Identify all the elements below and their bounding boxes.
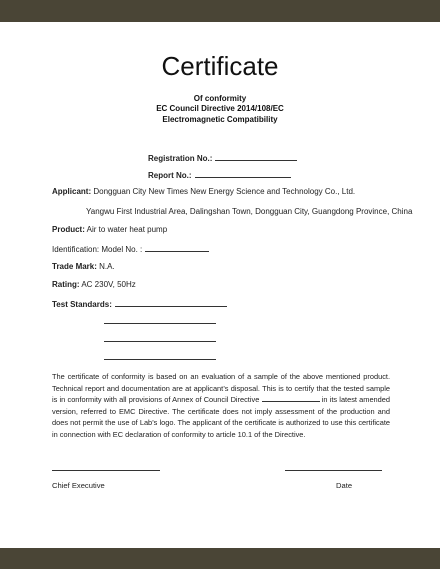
subtitle-line-3: Electromagnetic Compatibility [162, 115, 278, 124]
paragraph-part-2: in its latest amended version, referred to EMC Directive. The certificate does not imply assessment of the production and does not permit the use of Lab’s logo. The applicant of the certificate is authorized to use this certificate in connection with EC declaration of conformity to article 10.1 of the Directive. [52, 395, 390, 439]
trademark-row [52, 262, 115, 272]
chief-executive-label: Chief Executive [52, 481, 105, 490]
model-number-line[interactable] [145, 243, 209, 252]
trademark-label: Trade Mark: [52, 262, 97, 271]
subtitle-line-1: Of conformity [193, 94, 247, 103]
rating-value: AC 230V, 50Hz [81, 280, 136, 289]
test-standards-line-1[interactable] [115, 298, 227, 307]
registration-field-line[interactable] [215, 152, 297, 161]
registration-label: Registration No.: [148, 154, 213, 163]
directive-blank-line[interactable] [262, 394, 320, 402]
product-value: Air to water heat pump [86, 225, 168, 234]
test-standards-row [52, 298, 227, 310]
report-row [148, 169, 291, 181]
applicant-value: Dongguan City New Times New Energy Science and Technology Co., Ltd. [93, 187, 356, 196]
trademark-value: N.A. [99, 262, 115, 271]
product-row [52, 225, 167, 235]
registration-row [148, 152, 297, 164]
chief-executive-signature-line[interactable] [52, 470, 160, 471]
identification-text: Identification: Model No. : [52, 245, 143, 254]
date-label: Date [336, 481, 353, 490]
paragraph-part-1: The certificate of conformity is based on an evaluation of a sample of the above mentioned product. Technical report and documentation are at applicant’s disposal. This is to certify that the tested sample is in conformity with all provisions of Annex of Council Directive [52, 372, 390, 405]
identification-row [52, 243, 209, 255]
product-label: Product: [52, 225, 85, 234]
test-standards-line-4[interactable] [104, 359, 216, 360]
subtitle-line-2: EC Council Directive 2014/108/EC [156, 104, 284, 113]
bottom-band [0, 548, 440, 569]
report-label: Report No.: [148, 171, 192, 180]
top-band [0, 0, 440, 22]
rating-row [52, 280, 136, 290]
date-signature-line[interactable] [285, 470, 382, 471]
test-standards-line-2[interactable] [104, 323, 216, 324]
applicant-row [52, 187, 355, 197]
applicant-label: Applicant: [52, 187, 92, 196]
applicant-address: Yangwu First Industrial Area, Dalingshan Town, Dongguan City, Guangdong Province, China [86, 207, 413, 216]
certificate-title: Certificate [161, 51, 279, 81]
report-field-line[interactable] [195, 169, 291, 178]
test-standards-label: Test Standards: [52, 300, 112, 309]
test-standards-line-3[interactable] [104, 341, 216, 342]
conformity-paragraph [52, 371, 390, 441]
rating-label: Rating: [52, 280, 80, 289]
